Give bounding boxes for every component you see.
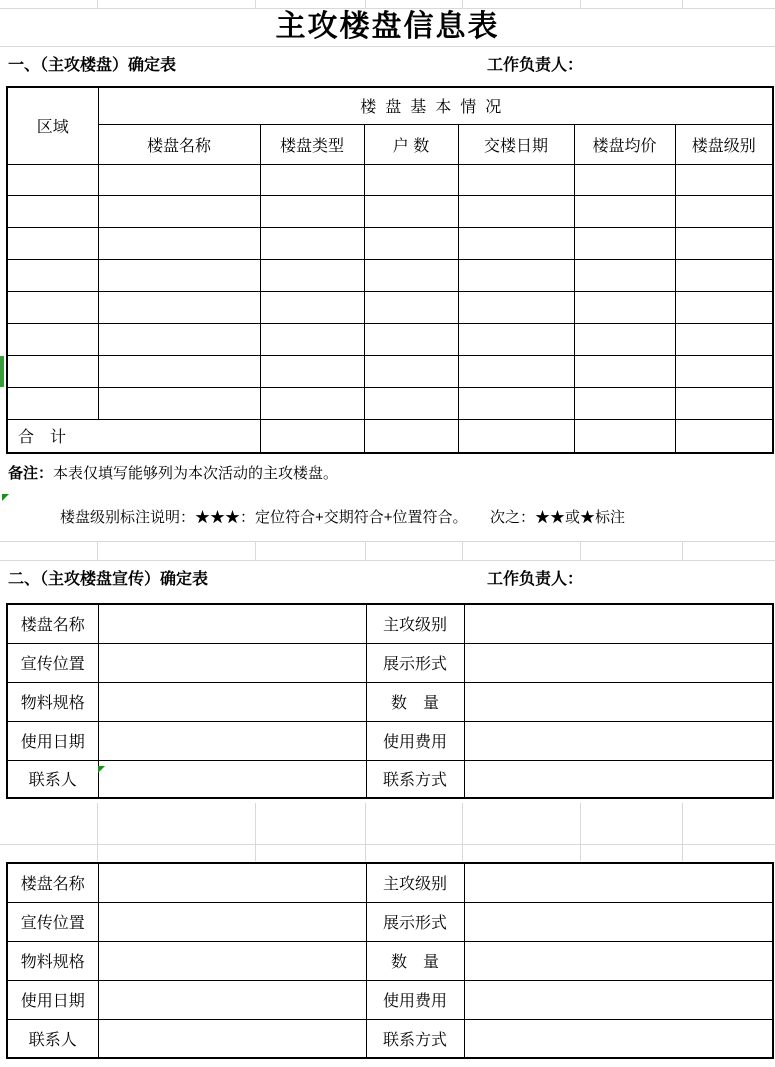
- total-row: [7, 419, 773, 453]
- cell[interactable]: [458, 323, 574, 355]
- form-label: 数 量: [366, 682, 464, 721]
- cell[interactable]: [98, 195, 260, 227]
- cell[interactable]: [574, 355, 675, 387]
- column-header-region: 区域: [7, 87, 98, 164]
- cell[interactable]: [260, 259, 364, 291]
- form-input-cell[interactable]: [98, 980, 366, 1019]
- main-property-table: [6, 86, 774, 454]
- total-label-cell: 合 计: [7, 419, 260, 453]
- table-row: [7, 259, 773, 291]
- form-input-cell[interactable]: [464, 721, 773, 760]
- form-label: 使用费用: [366, 980, 464, 1019]
- cell[interactable]: [260, 387, 364, 419]
- cell[interactable]: [260, 195, 364, 227]
- sheet-gridline: [682, 541, 683, 560]
- form-input-cell[interactable]: [98, 1019, 366, 1058]
- cell[interactable]: [458, 195, 574, 227]
- cell[interactable]: [364, 355, 458, 387]
- cell[interactable]: [98, 355, 260, 387]
- cell[interactable]: [574, 227, 675, 259]
- cell[interactable]: [364, 419, 458, 453]
- form-label: 数 量: [366, 941, 464, 980]
- cell[interactable]: [458, 355, 574, 387]
- section1-owner-label: 工作负责人：: [487, 57, 584, 74]
- cell[interactable]: [98, 387, 260, 419]
- form-label: 联系人: [7, 1019, 98, 1058]
- cell[interactable]: [675, 227, 773, 259]
- cell[interactable]: [364, 195, 458, 227]
- section2-heading: 二、（主攻楼盘宣传）确定表: [8, 571, 209, 588]
- form-label: 主攻级别: [366, 604, 464, 643]
- cell[interactable]: [364, 323, 458, 355]
- form-label: 楼盘名称: [7, 863, 98, 902]
- cell[interactable]: [675, 291, 773, 323]
- form-input-cell[interactable]: [98, 682, 366, 721]
- sheet-gridline: [462, 541, 463, 560]
- form-label: 使用费用: [366, 721, 464, 760]
- form-label: 楼盘名称: [7, 604, 98, 643]
- promo-form-2: [6, 862, 774, 1059]
- form-input-cell[interactable]: [464, 643, 773, 682]
- sheet-gridline: [365, 0, 366, 8]
- form-input-cell[interactable]: [464, 1019, 773, 1058]
- cell[interactable]: [574, 259, 675, 291]
- form-input-cell[interactable]: [98, 863, 366, 902]
- form-input-cell[interactable]: [98, 604, 366, 643]
- level-legend-row: [0, 494, 775, 541]
- cell[interactable]: [675, 164, 773, 195]
- sheet-gridline: [97, 803, 98, 861]
- section1-header-row: [0, 46, 775, 86]
- cell[interactable]: [7, 323, 98, 355]
- section2-owner-label: 工作负责人：: [487, 571, 584, 588]
- form-input-cell[interactable]: [98, 721, 366, 760]
- form-label: 联系人: [7, 760, 98, 798]
- sheet-gridline: [365, 803, 366, 861]
- group-header-basic-info: 楼盘基本情况: [98, 87, 773, 124]
- sheet-gridline: [580, 803, 581, 861]
- table-row: [7, 164, 773, 195]
- form-label: 展示形式: [366, 902, 464, 941]
- cell[interactable]: [675, 195, 773, 227]
- column-header-price: 楼盘均价: [574, 124, 675, 164]
- column-header-level: 楼盘级别: [675, 124, 773, 164]
- note-row: [0, 453, 775, 494]
- cell[interactable]: [574, 419, 675, 453]
- form-label: 宣传位置: [7, 643, 98, 682]
- sheet-gridline: [462, 0, 463, 8]
- sheet-gridline: [97, 0, 98, 8]
- cell[interactable]: [675, 259, 773, 291]
- sheet-gridline: [255, 541, 256, 560]
- cell-cursor-indicator: [0, 356, 4, 387]
- form-input-cell[interactable]: [464, 682, 773, 721]
- cell[interactable]: [458, 164, 574, 195]
- cell[interactable]: [98, 259, 260, 291]
- cell[interactable]: [458, 227, 574, 259]
- column-header-name: 楼盘名称: [98, 124, 260, 164]
- table-row: [7, 195, 773, 227]
- cell[interactable]: [260, 323, 364, 355]
- cell[interactable]: [7, 291, 98, 323]
- section2-header-row: [0, 560, 775, 600]
- sheet-gridline: [97, 541, 98, 560]
- cell[interactable]: [574, 291, 675, 323]
- cell[interactable]: [260, 419, 364, 453]
- cell[interactable]: [574, 195, 675, 227]
- sheet-gridline: [255, 803, 256, 861]
- cell[interactable]: [98, 164, 260, 195]
- table-row: [7, 227, 773, 259]
- form-input-cell[interactable]: [98, 902, 366, 941]
- cell[interactable]: [364, 291, 458, 323]
- cell[interactable]: [364, 387, 458, 419]
- form-label: 使用日期: [7, 721, 98, 760]
- cell[interactable]: [260, 355, 364, 387]
- form-label: 联系方式: [366, 1019, 464, 1058]
- cell[interactable]: [364, 227, 458, 259]
- cell[interactable]: [458, 291, 574, 323]
- promo-form-1: [6, 603, 774, 799]
- cell[interactable]: [574, 323, 675, 355]
- form-input-cell[interactable]: [98, 643, 366, 682]
- form-label: 宣传位置: [7, 902, 98, 941]
- cell[interactable]: [98, 323, 260, 355]
- form-input-cell[interactable]: [464, 863, 773, 902]
- sheet-gridline: [0, 844, 775, 845]
- form-input-cell[interactable]: [464, 604, 773, 643]
- comment-triangle-icon: [98, 766, 105, 773]
- cell[interactable]: [675, 387, 773, 419]
- column-header-units: 户 数: [364, 124, 458, 164]
- sheet-gridline: [0, 541, 775, 542]
- sheet-gridline: [580, 0, 581, 8]
- cell[interactable]: [458, 387, 574, 419]
- cell[interactable]: [7, 355, 98, 387]
- form-label: 联系方式: [366, 760, 464, 798]
- table-row: [7, 291, 773, 323]
- note-text: 本表仅填写能够列为本次活动的主攻楼盘。: [53, 465, 339, 482]
- cell[interactable]: [98, 227, 260, 259]
- table-row-selected: [7, 355, 773, 387]
- form-input-cell[interactable]: [464, 941, 773, 980]
- cell[interactable]: [574, 387, 675, 419]
- sheet-gridline: [682, 803, 683, 861]
- column-header-type: 楼盘类型: [260, 124, 364, 164]
- sheet-gridline: [365, 541, 366, 560]
- cell[interactable]: [458, 259, 574, 291]
- level-legend-text: 楼盘级别标注说明：★★★：定位符合+交期符合+位置符合。 次之：★★或★标注: [60, 509, 626, 526]
- form-input-cell[interactable]: [464, 760, 773, 798]
- form-label: 物料规格: [7, 682, 98, 721]
- form-label: 物料规格: [7, 941, 98, 980]
- cell[interactable]: [675, 355, 773, 387]
- form-input-cell[interactable]: [98, 760, 366, 798]
- cell[interactable]: [7, 164, 98, 195]
- cell[interactable]: [7, 259, 98, 291]
- cell[interactable]: [260, 164, 364, 195]
- cell[interactable]: [675, 419, 773, 453]
- cell[interactable]: [7, 227, 98, 259]
- table-row: [7, 387, 773, 419]
- cell[interactable]: [98, 291, 260, 323]
- cell[interactable]: [260, 291, 364, 323]
- section1-heading: 一、（主攻楼盘）确定表: [8, 57, 177, 74]
- form-label: 使用日期: [7, 980, 98, 1019]
- form-input-cell[interactable]: [464, 902, 773, 941]
- form-input-cell[interactable]: [98, 941, 366, 980]
- sheet-gridline: [462, 803, 463, 861]
- column-header-delivery: 交楼日期: [458, 124, 574, 164]
- note-label: 备注：: [8, 465, 54, 482]
- page-title: 主攻楼盘信息表: [275, 10, 500, 43]
- form-label: 主攻级别: [366, 863, 464, 902]
- cell[interactable]: [458, 419, 574, 453]
- cell[interactable]: [260, 227, 364, 259]
- sheet-gridline: [580, 541, 581, 560]
- form-label: 展示形式: [366, 643, 464, 682]
- cell[interactable]: [364, 259, 458, 291]
- cell[interactable]: [574, 164, 675, 195]
- form-input-cell[interactable]: [464, 980, 773, 1019]
- cell[interactable]: [675, 323, 773, 355]
- cell[interactable]: [364, 164, 458, 195]
- sheet-gridline: [255, 0, 256, 8]
- sheet-gridline: [682, 0, 683, 8]
- cell[interactable]: [7, 387, 98, 419]
- table-row: [7, 323, 773, 355]
- cell[interactable]: [7, 195, 98, 227]
